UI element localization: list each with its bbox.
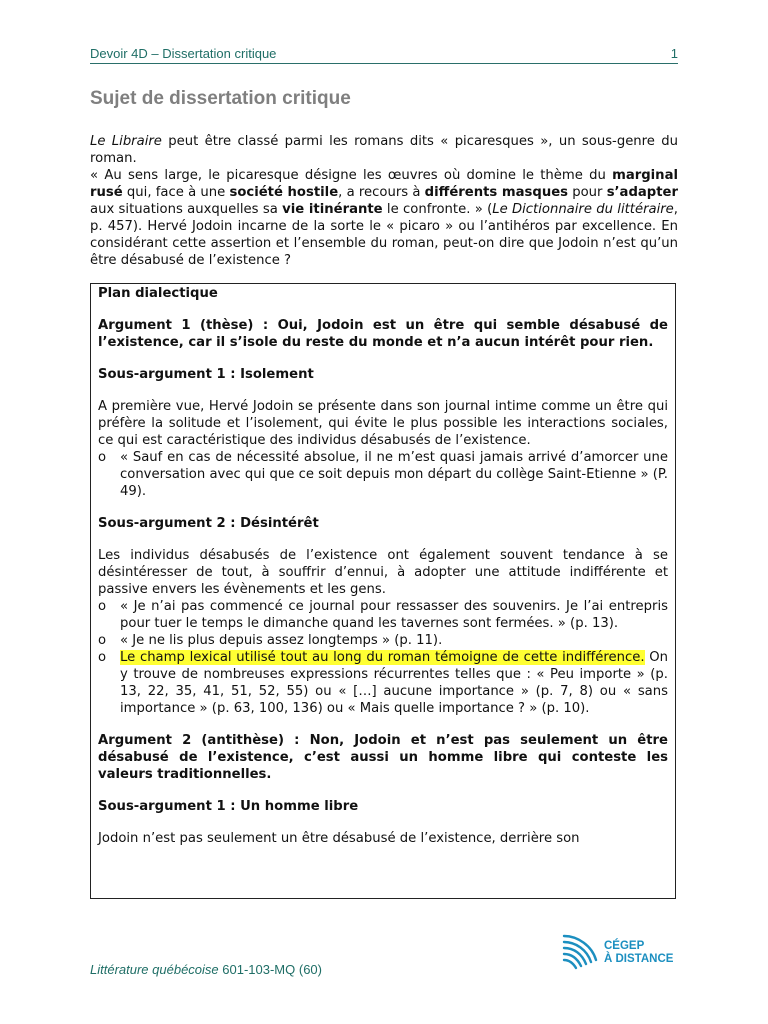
list-item-text: « Sauf en cas de nécessité absolue, il ne m’est quasi jamais arrivé d’amorcer une conversation avec qui que ce soit depuis mon départ du collège Saint-Etienne » (P. 49). [120, 450, 668, 499]
sub-argument-2-list [98, 598, 668, 717]
intro-paragraph-2 [90, 167, 678, 269]
argument-2: Argument 2 (antithèse) : Non, Jodoin et n’est pas seulement un être désabusé de l’existence, c’est aussi un homme libre qui conteste les valeurs traditionnelles. [98, 733, 668, 782]
sub-argument-2-text: Les individus désabusés de l’existence ont également souvent tendance à se désintéresser de tout, à souffrir d’ennui, à adopter une attitude indifférente et passive envers les évènements et les gens. [98, 548, 668, 597]
intro-text: le confronte. » ( [382, 202, 493, 217]
list-item-text: « Je n’ai pas commencé ce journal pour ressasser des souvenirs. Je l’ai entrepris pour tuer le temps le dimanche quand les tavernes sont fermées. » (p. 13). [120, 599, 668, 631]
bullet-icon: o [98, 599, 107, 614]
page-number: 1 [670, 46, 678, 61]
intro-text: « Au sens large, le picaresque désigne les œuvres où domine le thème du [90, 168, 613, 183]
intro-bold: s’adapter [606, 185, 678, 200]
sub-argument-1-list [98, 449, 668, 500]
intro-bold: différents masques [424, 185, 568, 200]
intro-section [90, 133, 678, 269]
list-item [98, 649, 668, 717]
plan-heading: Plan dialectique [98, 286, 218, 301]
argument-1: Argument 1 (thèse) : Oui, Jodoin est un être qui semble désabusé de l’existence, car il s’isole du reste du monde et n’a aucun intérêt pour rien. [98, 318, 668, 350]
plan-box [90, 283, 676, 899]
header-title: Devoir 4D – Dissertation critique [90, 46, 277, 61]
course-code: 601-103-MQ (60) [218, 962, 322, 977]
intro-paragraph-1 [90, 133, 678, 167]
intro-text: aux situations auxquelles sa [90, 202, 283, 217]
sub-argument-1-title: Sous-argument 1 : Isolement [98, 367, 314, 382]
reference-title: Le Dictionnaire du littéraire [492, 202, 674, 217]
intro-text: qui, face à une [122, 185, 230, 200]
list-item [98, 598, 668, 632]
intro-bold: vie itinérante [282, 202, 383, 217]
argument-2-sub-1-title: Sous-argument 1 : Un homme libre [98, 799, 359, 814]
list-item [98, 632, 668, 649]
bullet-icon: o [98, 650, 107, 665]
page-footer [90, 962, 322, 977]
intro-text: pour [568, 185, 607, 200]
bullet-icon: o [98, 450, 107, 465]
page-header [90, 46, 678, 64]
course-name: Littérature québécoise [90, 962, 219, 977]
list-item-text: On y trouve de nombreuses expressions récurrentes telles que : « Peu importe » (p. 13, 22, 35, 41, 51, 52, 55) ou « […] aucune importance » (p. 7, 8) ou « sans importance » (p. 63, 100, 136) ou « Mais quelle importance ? » (p. 10). [120, 650, 668, 716]
logo-line-2: À DISTANCE [604, 953, 674, 965]
argument-2-sub-1-text: Jodoin n’est pas seulement un être désabusé de l’existence, derrière son [98, 831, 580, 846]
book-title: Le Libraire [90, 134, 162, 149]
intro-bold: société hostile [229, 185, 339, 200]
bullet-icon: o [98, 633, 107, 648]
sub-argument-1-text: A première vue, Hervé Jodoin se présente dans son journal intime comme un être qui préfère la solitude et l’isolement, qui évite le plus possible les interactions sociales, ce qui est caractéristique des individus désabusés de l’existence. [98, 399, 668, 448]
logo-line-1: CÉGEP [604, 940, 645, 952]
cegep-logo [562, 930, 673, 976]
intro-text: , p. 457). Hervé Jodoin incarne de la sorte le « picaro » ou l’antihéros par excellence. En considérant cette assertion et l’ensemble du roman, peut-on dire que Jodoin n’est qu’un être désabusé de l’existence ? [90, 202, 678, 268]
highlighted-text: Le champ lexical utilisé tout au long du roman témoigne de cette indifférence. [120, 650, 645, 665]
list-item [98, 449, 668, 500]
sub-argument-2-title: Sous-argument 2 : Désintérêt [98, 516, 319, 531]
page-title: Sujet de dissertation critique [90, 88, 351, 109]
intro-text: , a recours à [338, 185, 425, 200]
list-item-text: « Je ne lis plus depuis assez longtemps » (p. 11). [120, 633, 443, 648]
cegep-wave-icon [562, 930, 600, 976]
intro-text: peut être classé parmi les romans dits « picaresques », un sous-genre du roman. [90, 134, 678, 166]
logo-text [604, 940, 673, 966]
intro-bold: marginal rusé [90, 168, 678, 200]
